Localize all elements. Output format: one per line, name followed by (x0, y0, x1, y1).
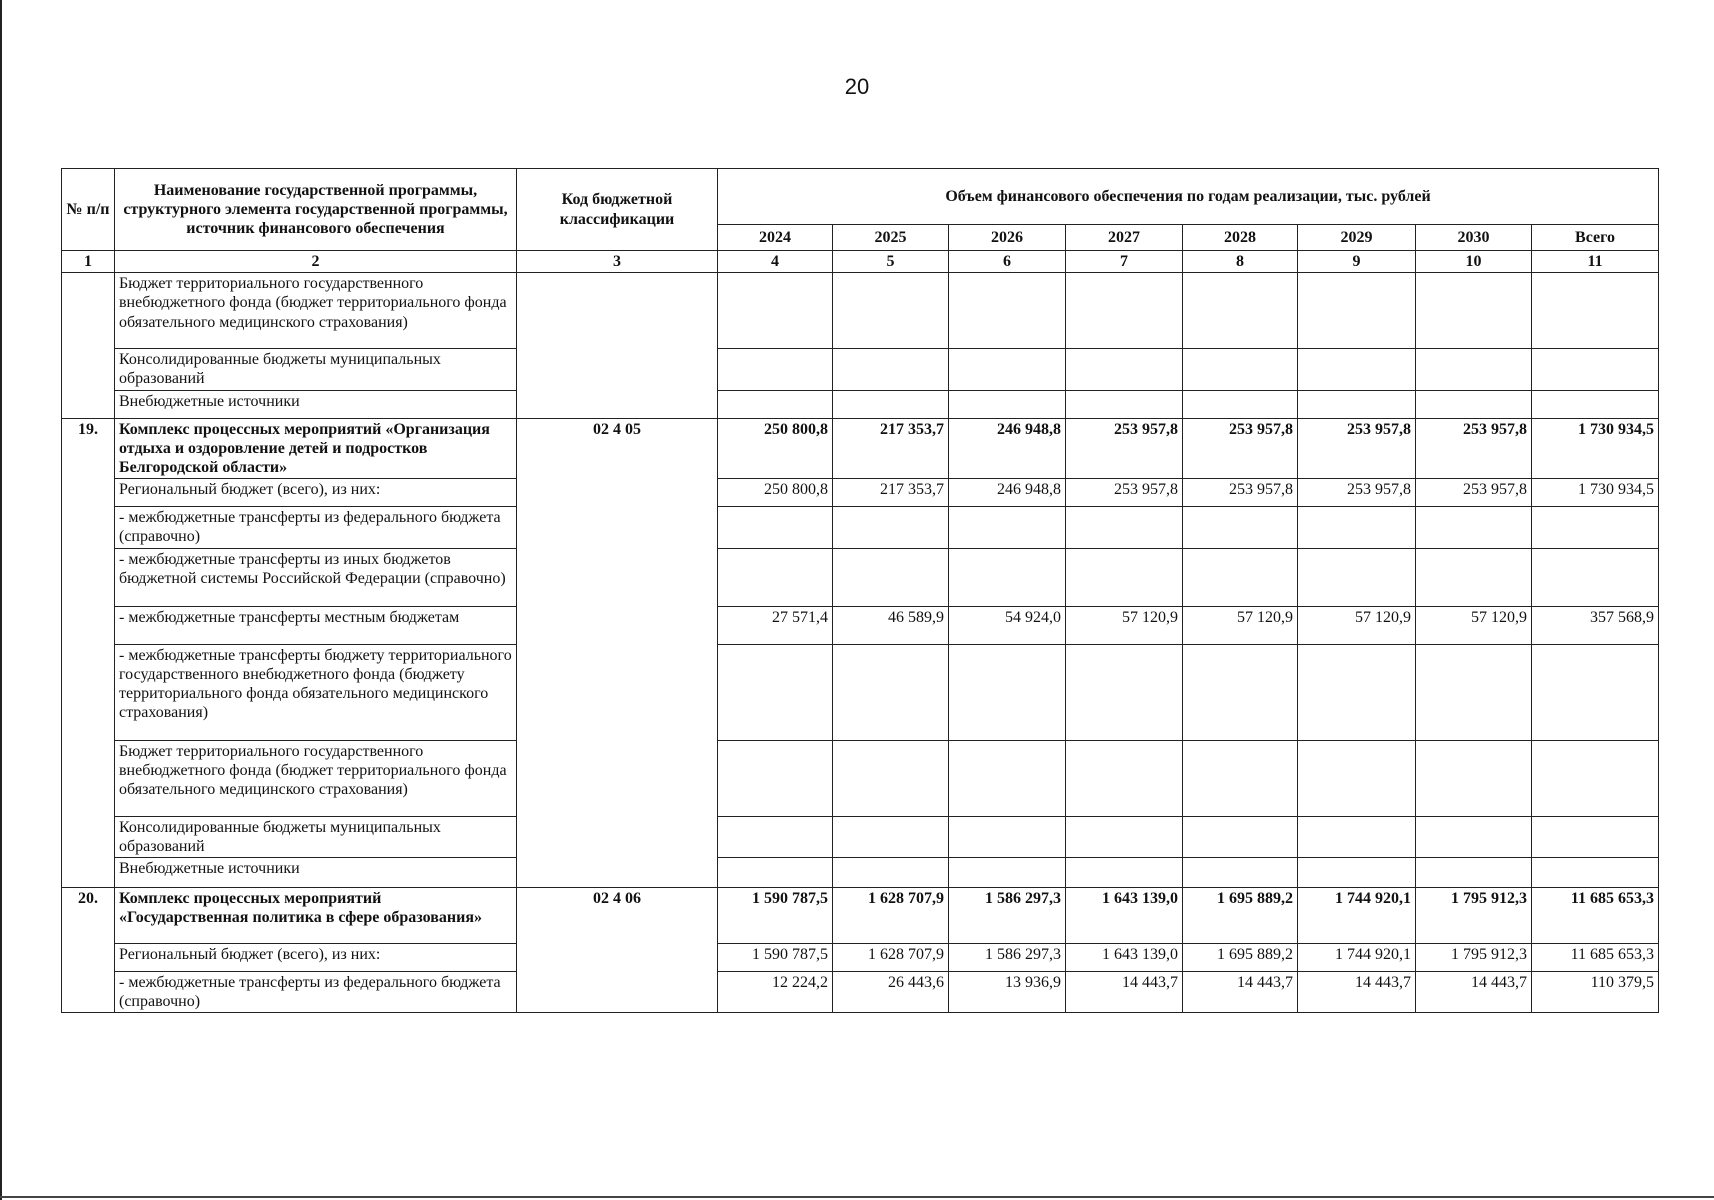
value-cell (949, 507, 1066, 548)
table-header (62, 169, 1659, 273)
value-cell: 253 957,8 (1298, 418, 1416, 479)
value-cell (1532, 390, 1659, 418)
value-cell: 57 120,9 (1066, 606, 1183, 644)
value-cell: 250 800,8 (718, 479, 833, 507)
value-cell: 250 800,8 (718, 418, 833, 479)
column-number: 10 (1416, 251, 1532, 273)
value-cell: 1 695 889,2 (1183, 943, 1298, 971)
value-cell: 14 443,7 (1416, 971, 1532, 1012)
value-cell (1066, 740, 1183, 816)
value-cell (718, 857, 833, 887)
value-cell (1183, 507, 1298, 548)
value-cell (1532, 644, 1659, 740)
value-cell (1183, 644, 1298, 740)
value-cell (833, 857, 949, 887)
value-cell (1416, 273, 1532, 349)
value-cell (718, 273, 833, 349)
value-cell (1532, 507, 1659, 548)
row-name: Бюджет территориального государственного внебюджетного фонда (бюджет территориального фонда обязательного медицинского страхования) (115, 740, 517, 816)
value-cell (1532, 273, 1659, 349)
header-no: № п/п (62, 169, 115, 251)
value-cell: 46 589,9 (833, 606, 949, 644)
page-number: 20 (844, 74, 870, 99)
value-cell (1532, 857, 1659, 887)
value-cell (1066, 548, 1183, 606)
row-name: Консолидированные бюджеты муниципальных образований (115, 349, 517, 390)
row-name: Комплекс процессных мероприятий «Организация отдыха и оздоровление детей и подростков Белгородской области» (115, 418, 517, 479)
value-cell (1532, 548, 1659, 606)
table-row (62, 887, 1659, 943)
value-cell (833, 816, 949, 857)
value-cell (1066, 273, 1183, 349)
value-cell: 253 957,8 (1066, 418, 1183, 479)
value-cell (1183, 390, 1298, 418)
value-cell: 253 957,8 (1416, 418, 1532, 479)
value-cell (1183, 857, 1298, 887)
value-cell (949, 349, 1066, 390)
value-cell: 1 590 787,5 (718, 943, 833, 971)
table-body (62, 273, 1659, 1013)
column-number: 4 (718, 251, 833, 273)
value-cell (949, 816, 1066, 857)
value-cell (1298, 349, 1416, 390)
value-cell (1416, 857, 1532, 887)
value-cell: 110 379,5 (1532, 971, 1659, 1012)
value-cell: 13 936,9 (949, 971, 1066, 1012)
table-row (62, 390, 1659, 418)
value-cell (833, 273, 949, 349)
row-index: 20. (62, 887, 115, 1012)
column-number: 7 (1066, 251, 1183, 273)
value-cell (718, 816, 833, 857)
value-cell (833, 349, 949, 390)
row-name: - межбюджетные трансферты местным бюджетам (115, 606, 517, 644)
column-number: 9 (1298, 251, 1416, 273)
value-cell (1416, 349, 1532, 390)
value-cell (718, 349, 833, 390)
value-cell (1416, 740, 1532, 816)
header-year: 2028 (1183, 225, 1298, 251)
value-cell (1416, 644, 1532, 740)
value-cell (1183, 816, 1298, 857)
value-cell (833, 644, 949, 740)
value-cell: 1 643 139,0 (1066, 887, 1183, 943)
header-year: 2025 (833, 225, 949, 251)
value-cell (949, 644, 1066, 740)
value-cell (718, 740, 833, 816)
column-number: 8 (1183, 251, 1298, 273)
value-cell: 253 957,8 (1416, 479, 1532, 507)
value-cell (833, 390, 949, 418)
value-cell: 1 744 920,1 (1298, 943, 1416, 971)
value-cell (1416, 507, 1532, 548)
value-cell: 1 744 920,1 (1298, 887, 1416, 943)
row-name: - межбюджетные трансферты из иных бюджетов бюджетной системы Российской Федерации (справочно) (115, 548, 517, 606)
header-volume: Объем финансового обеспечения по годам реализации, тыс. рублей (718, 169, 1659, 225)
value-cell: 26 443,6 (833, 971, 949, 1012)
table-row (62, 273, 1659, 349)
value-cell: 1 586 297,3 (949, 887, 1066, 943)
value-cell (1066, 857, 1183, 887)
value-cell (833, 507, 949, 548)
value-cell (1298, 390, 1416, 418)
value-cell (1298, 507, 1416, 548)
row-index (62, 273, 115, 418)
header-code: Код бюджетной классификации (517, 169, 718, 251)
column-number: 2 (115, 251, 517, 273)
value-cell: 14 443,7 (1298, 971, 1416, 1012)
column-number: 5 (833, 251, 949, 273)
column-number: 11 (1532, 251, 1659, 273)
value-cell: 1 590 787,5 (718, 887, 833, 943)
value-cell: 1 795 912,3 (1416, 943, 1532, 971)
value-cell (718, 390, 833, 418)
value-cell: 1 643 139,0 (1066, 943, 1183, 971)
column-number: 3 (517, 251, 718, 273)
row-name: Консолидированные бюджеты муниципальных образований (115, 816, 517, 857)
column-number: 1 (62, 251, 115, 273)
value-cell (833, 548, 949, 606)
row-name: Внебюджетные источники (115, 390, 517, 418)
value-cell (1066, 816, 1183, 857)
value-cell (949, 740, 1066, 816)
value-cell (1416, 816, 1532, 857)
value-cell: 57 120,9 (1183, 606, 1298, 644)
value-cell: 1 730 934,5 (1532, 418, 1659, 479)
header-year: 2027 (1066, 225, 1183, 251)
row-name: Региональный бюджет (всего), из них: (115, 479, 517, 507)
value-cell (718, 644, 833, 740)
row-name: Внебюджетные источники (115, 857, 517, 887)
value-cell (1416, 548, 1532, 606)
value-cell (1298, 644, 1416, 740)
column-numbers (62, 251, 1659, 273)
value-cell (1532, 740, 1659, 816)
value-cell: 1 695 889,2 (1183, 887, 1298, 943)
row-name: - межбюджетные трансферты бюджету территориального государственного внебюджетного фонда (бюджету территориального фонда обязательного медицинского страхования) (115, 644, 517, 740)
value-cell (1066, 390, 1183, 418)
table-row (62, 349, 1659, 390)
row-name: Региональный бюджет (всего), из них: (115, 943, 517, 971)
value-cell (1416, 390, 1532, 418)
value-cell (1532, 816, 1659, 857)
value-cell: 253 957,8 (1183, 418, 1298, 479)
value-cell (1298, 273, 1416, 349)
value-cell: 253 957,8 (1066, 479, 1183, 507)
table-row (62, 740, 1659, 816)
table-row (62, 857, 1659, 887)
table-row (62, 644, 1659, 740)
value-cell (1298, 857, 1416, 887)
value-cell: 253 957,8 (1298, 479, 1416, 507)
value-cell: 217 353,7 (833, 418, 949, 479)
table-row (62, 418, 1659, 479)
value-cell (1298, 548, 1416, 606)
value-cell: 1 730 934,5 (1532, 479, 1659, 507)
table-row (62, 943, 1659, 971)
value-cell: 11 685 653,3 (1532, 943, 1659, 971)
value-cell: 14 443,7 (1183, 971, 1298, 1012)
value-cell (949, 273, 1066, 349)
value-cell (1066, 644, 1183, 740)
value-cell (949, 390, 1066, 418)
value-cell (1298, 816, 1416, 857)
value-cell: 57 120,9 (1416, 606, 1532, 644)
value-cell: 217 353,7 (833, 479, 949, 507)
value-cell: 54 924,0 (949, 606, 1066, 644)
value-cell: 246 948,8 (949, 479, 1066, 507)
value-cell (1298, 740, 1416, 816)
value-cell (1183, 273, 1298, 349)
table-row (62, 971, 1659, 1012)
table-row (62, 816, 1659, 857)
value-cell: 1 628 707,9 (833, 887, 949, 943)
header-year: 2030 (1416, 225, 1532, 251)
table-row (62, 548, 1659, 606)
table-row (62, 479, 1659, 507)
value-cell: 12 224,2 (718, 971, 833, 1012)
budget-code (517, 273, 718, 418)
header-year: 2029 (1298, 225, 1416, 251)
value-cell (718, 548, 833, 606)
row-name: Комплекс процессных мероприятий «Государственная политика в сфере образования» (115, 887, 517, 943)
header-year: Всего (1532, 225, 1659, 251)
row-index: 19. (62, 418, 115, 887)
header-name: Наименование государственной программы, структурного элемента государственной программы, источник финансового обеспечения (115, 169, 517, 251)
value-cell (1183, 548, 1298, 606)
value-cell: 1 586 297,3 (949, 943, 1066, 971)
financing-table (61, 168, 1659, 1013)
value-cell (1183, 349, 1298, 390)
value-cell (1532, 349, 1659, 390)
value-cell (1066, 349, 1183, 390)
value-cell (718, 507, 833, 548)
value-cell (949, 857, 1066, 887)
row-name: - межбюджетные трансферты из федерального бюджета (справочно) (115, 507, 517, 548)
row-name: Бюджет территориального государственного внебюджетного фонда (бюджет территориального фонда обязательного медицинского страхования) (115, 273, 517, 349)
table-row (62, 606, 1659, 644)
value-cell: 14 443,7 (1066, 971, 1183, 1012)
value-cell: 11 685 653,3 (1532, 887, 1659, 943)
value-cell (949, 548, 1066, 606)
value-cell (833, 740, 949, 816)
value-cell: 246 948,8 (949, 418, 1066, 479)
value-cell: 1 795 912,3 (1416, 887, 1532, 943)
column-number: 6 (949, 251, 1066, 273)
budget-code: 02 4 05 (517, 418, 718, 887)
row-name: - межбюджетные трансферты из федерального бюджета (справочно) (115, 971, 517, 1012)
header-year: 2026 (949, 225, 1066, 251)
value-cell: 27 571,4 (718, 606, 833, 644)
value-cell (1066, 507, 1183, 548)
page-bottom-edge (0, 1196, 1714, 1198)
value-cell: 1 628 707,9 (833, 943, 949, 971)
page-left-edge (0, 0, 2, 1200)
value-cell: 253 957,8 (1183, 479, 1298, 507)
value-cell: 57 120,9 (1298, 606, 1416, 644)
table-row (62, 507, 1659, 548)
header-year: 2024 (718, 225, 833, 251)
budget-code: 02 4 06 (517, 887, 718, 1012)
value-cell (1183, 740, 1298, 816)
value-cell: 357 568,9 (1532, 606, 1659, 644)
